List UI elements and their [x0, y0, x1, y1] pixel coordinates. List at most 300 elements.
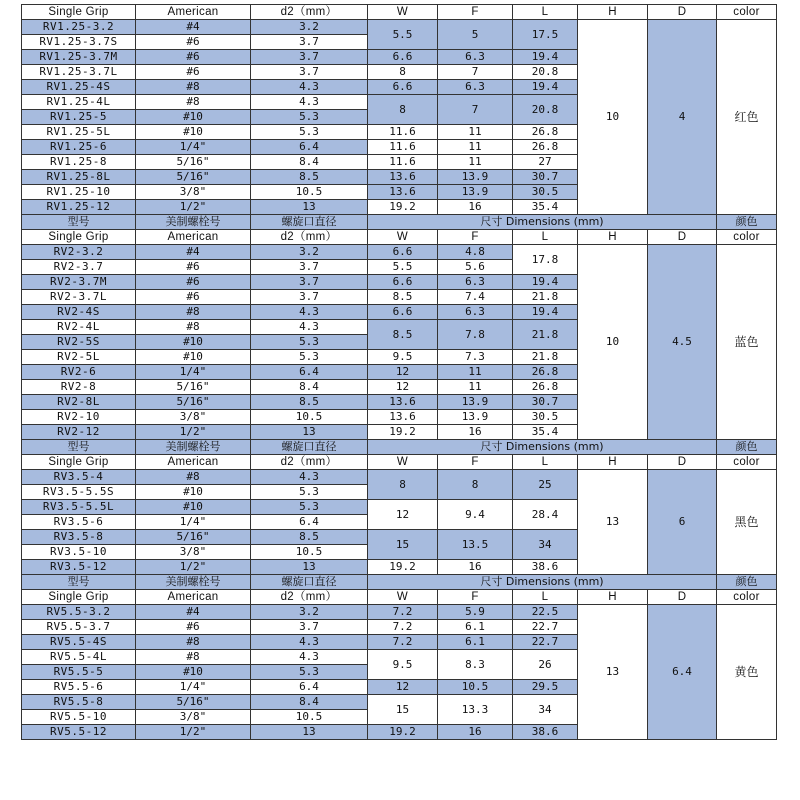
- header-color: color: [717, 230, 777, 245]
- d2-cell: 4.3: [251, 635, 368, 650]
- h-cell: 10: [578, 20, 648, 215]
- header-american-zh: 美制螺栓号: [136, 575, 251, 590]
- l-cell: 20.8: [513, 65, 578, 80]
- header-h: H: [578, 455, 648, 470]
- model-cell: RV1.25-4L: [22, 95, 136, 110]
- american-cell: 1/4": [136, 680, 251, 695]
- header-d: D: [648, 230, 717, 245]
- american-cell: #4: [136, 605, 251, 620]
- d2-cell: 13: [251, 200, 368, 215]
- w-cell: 6.6: [368, 245, 438, 260]
- model-cell: RV2-4L: [22, 320, 136, 335]
- d2-cell: 4.3: [251, 305, 368, 320]
- w-cell: 13.6: [368, 185, 438, 200]
- model-cell: RV3.5-10: [22, 545, 136, 560]
- w-cell: 8: [368, 95, 438, 125]
- american-cell: 1/2": [136, 200, 251, 215]
- american-cell: #4: [136, 20, 251, 35]
- d2-cell: 4.3: [251, 95, 368, 110]
- american-cell: #4: [136, 245, 251, 260]
- d2-cell: 5.3: [251, 485, 368, 500]
- l-cell: 29.5: [513, 680, 578, 695]
- american-cell: #8: [136, 635, 251, 650]
- f-cell: 5: [438, 20, 513, 50]
- d2-cell: 8.5: [251, 530, 368, 545]
- d2-cell: 13: [251, 725, 368, 740]
- model-cell: RV2-3.2: [22, 245, 136, 260]
- w-cell: 19.2: [368, 560, 438, 575]
- l-cell: 19.4: [513, 275, 578, 290]
- d2-cell: 3.7: [251, 275, 368, 290]
- d2-cell: 8.4: [251, 695, 368, 710]
- header-american-zh: 美制螺栓号: [136, 440, 251, 455]
- f-cell: 7: [438, 95, 513, 125]
- f-cell: 7: [438, 65, 513, 80]
- model-cell: RV3.5-4: [22, 470, 136, 485]
- w-cell: 11.6: [368, 155, 438, 170]
- header-h: H: [578, 5, 648, 20]
- f-cell: 8: [438, 470, 513, 500]
- d2-cell: 3.7: [251, 620, 368, 635]
- w-cell: 8.5: [368, 320, 438, 350]
- header-color: color: [717, 5, 777, 20]
- h-cell: 10: [578, 245, 648, 440]
- header-d2-zh: 螺旋口直径: [251, 215, 368, 230]
- f-cell: 5.6: [438, 260, 513, 275]
- header-d2: d2（mm）: [251, 230, 368, 245]
- header-row: [22, 590, 777, 605]
- model-cell: RV1.25-10: [22, 185, 136, 200]
- l-cell: 27: [513, 155, 578, 170]
- d2-cell: 3.7: [251, 65, 368, 80]
- f-cell: 5.9: [438, 605, 513, 620]
- american-cell: #6: [136, 275, 251, 290]
- header-d2: d2（mm）: [251, 590, 368, 605]
- w-cell: 19.2: [368, 200, 438, 215]
- header-w: W: [368, 230, 438, 245]
- terminal-spec-table: [21, 4, 777, 740]
- f-cell: 6.3: [438, 80, 513, 95]
- header-american: American: [136, 590, 251, 605]
- model-cell: RV3.5-5.5S: [22, 485, 136, 500]
- american-cell: #6: [136, 65, 251, 80]
- model-cell: RV2-6: [22, 365, 136, 380]
- l-cell: 20.8: [513, 95, 578, 125]
- w-cell: 13.6: [368, 395, 438, 410]
- model-cell: RV5.5-3.2: [22, 605, 136, 620]
- w-cell: 19.2: [368, 725, 438, 740]
- header-dimensions-zh: 尺寸 Dimensions (mm): [368, 215, 717, 230]
- american-cell: 5/16": [136, 380, 251, 395]
- f-cell: 9.4: [438, 500, 513, 530]
- l-cell: 19.4: [513, 305, 578, 320]
- d2-cell: 5.3: [251, 665, 368, 680]
- color-cell: 黑色: [717, 470, 777, 575]
- l-cell: 30.7: [513, 395, 578, 410]
- l-cell: 22.7: [513, 620, 578, 635]
- header-dimensions-zh: 尺寸 Dimensions (mm): [368, 440, 717, 455]
- header-model-zh: 型号: [22, 215, 136, 230]
- l-cell: 26.8: [513, 140, 578, 155]
- d2-cell: 6.4: [251, 365, 368, 380]
- w-cell: 11.6: [368, 125, 438, 140]
- f-cell: 13.9: [438, 410, 513, 425]
- header-single-grip: Single Grip: [22, 590, 136, 605]
- l-cell: 21.8: [513, 290, 578, 305]
- model-cell: RV1.25-5L: [22, 125, 136, 140]
- american-cell: 3/8": [136, 545, 251, 560]
- d2-cell: 5.3: [251, 335, 368, 350]
- l-cell: 35.4: [513, 200, 578, 215]
- american-cell: 1/2": [136, 425, 251, 440]
- w-cell: 7.2: [368, 605, 438, 620]
- color-cell: 红色: [717, 20, 777, 215]
- american-cell: 5/16": [136, 395, 251, 410]
- model-cell: RV5.5-8: [22, 695, 136, 710]
- f-cell: 11: [438, 380, 513, 395]
- table-row: [22, 470, 777, 485]
- f-cell: 11: [438, 155, 513, 170]
- american-cell: #10: [136, 665, 251, 680]
- header-row: [22, 230, 777, 245]
- w-cell: 12: [368, 380, 438, 395]
- header-w: W: [368, 590, 438, 605]
- d2-cell: 4.3: [251, 470, 368, 485]
- header-d: D: [648, 5, 717, 20]
- d2-cell: 5.3: [251, 110, 368, 125]
- f-cell: 13.9: [438, 185, 513, 200]
- model-cell: RV2-8: [22, 380, 136, 395]
- w-cell: 13.6: [368, 410, 438, 425]
- f-cell: 13.9: [438, 170, 513, 185]
- american-cell: #10: [136, 335, 251, 350]
- american-cell: #6: [136, 35, 251, 50]
- f-cell: 16: [438, 425, 513, 440]
- model-cell: RV1.25-8L: [22, 170, 136, 185]
- f-cell: 11: [438, 365, 513, 380]
- w-cell: 12: [368, 365, 438, 380]
- model-cell: RV5.5-4S: [22, 635, 136, 650]
- f-cell: 8.3: [438, 650, 513, 680]
- f-cell: 6.3: [438, 275, 513, 290]
- model-cell: RV5.5-12: [22, 725, 136, 740]
- f-cell: 10.5: [438, 680, 513, 695]
- d-cell: 4: [648, 20, 717, 215]
- header-row-zh: [22, 215, 777, 230]
- w-cell: 6.6: [368, 50, 438, 65]
- american-cell: #8: [136, 650, 251, 665]
- l-cell: 17.8: [513, 245, 578, 275]
- l-cell: 19.4: [513, 80, 578, 95]
- model-cell: RV2-8L: [22, 395, 136, 410]
- american-cell: #10: [136, 110, 251, 125]
- model-cell: RV2-4S: [22, 305, 136, 320]
- header-row: [22, 5, 777, 20]
- header-american: American: [136, 5, 251, 20]
- d2-cell: 8.5: [251, 170, 368, 185]
- f-cell: 6.1: [438, 635, 513, 650]
- w-cell: 7.2: [368, 635, 438, 650]
- d2-cell: 8.5: [251, 395, 368, 410]
- american-cell: 1/4": [136, 140, 251, 155]
- f-cell: 6.3: [438, 305, 513, 320]
- f-cell: 16: [438, 725, 513, 740]
- model-cell: RV1.25-5: [22, 110, 136, 125]
- w-cell: 5.5: [368, 20, 438, 50]
- model-cell: RV2-12: [22, 425, 136, 440]
- f-cell: 16: [438, 200, 513, 215]
- model-cell: RV1.25-8: [22, 155, 136, 170]
- header-l: L: [513, 230, 578, 245]
- color-cell: 蓝色: [717, 245, 777, 440]
- f-cell: 7.3: [438, 350, 513, 365]
- f-cell: 13.3: [438, 695, 513, 725]
- d2-cell: 4.3: [251, 650, 368, 665]
- l-cell: 26.8: [513, 365, 578, 380]
- american-cell: #6: [136, 260, 251, 275]
- l-cell: 22.5: [513, 605, 578, 620]
- d2-cell: 6.4: [251, 515, 368, 530]
- model-cell: RV2-10: [22, 410, 136, 425]
- header-d: D: [648, 590, 717, 605]
- w-cell: 8.5: [368, 290, 438, 305]
- h-cell: 13: [578, 605, 648, 740]
- header-h: H: [578, 230, 648, 245]
- f-cell: 16: [438, 560, 513, 575]
- model-cell: RV1.25-3.7S: [22, 35, 136, 50]
- f-cell: 11: [438, 125, 513, 140]
- header-row: [22, 455, 777, 470]
- header-l: L: [513, 590, 578, 605]
- l-cell: 30.5: [513, 185, 578, 200]
- model-cell: RV2-3.7L: [22, 290, 136, 305]
- american-cell: 5/16": [136, 530, 251, 545]
- model-cell: RV2-3.7M: [22, 275, 136, 290]
- w-cell: 13.6: [368, 170, 438, 185]
- w-cell: 19.2: [368, 425, 438, 440]
- american-cell: 5/16": [136, 155, 251, 170]
- american-cell: 1/2": [136, 560, 251, 575]
- american-cell: 1/4": [136, 515, 251, 530]
- d2-cell: 3.7: [251, 35, 368, 50]
- d2-cell: 5.3: [251, 125, 368, 140]
- f-cell: 4.8: [438, 245, 513, 260]
- l-cell: 22.7: [513, 635, 578, 650]
- d2-cell: 13: [251, 425, 368, 440]
- model-cell: RV2-5L: [22, 350, 136, 365]
- american-cell: #6: [136, 290, 251, 305]
- d2-cell: 3.7: [251, 260, 368, 275]
- w-cell: 8: [368, 65, 438, 80]
- l-cell: 30.7: [513, 170, 578, 185]
- header-row-zh: [22, 575, 777, 590]
- american-cell: 3/8": [136, 410, 251, 425]
- l-cell: 38.6: [513, 725, 578, 740]
- model-cell: RV5.5-3.7: [22, 620, 136, 635]
- f-cell: 13.5: [438, 530, 513, 560]
- header-d2-zh: 螺旋口直径: [251, 440, 368, 455]
- w-cell: 6.6: [368, 275, 438, 290]
- d2-cell: 4.3: [251, 80, 368, 95]
- header-l: L: [513, 455, 578, 470]
- american-cell: 1/4": [136, 365, 251, 380]
- model-cell: RV3.5-8: [22, 530, 136, 545]
- w-cell: 9.5: [368, 650, 438, 680]
- header-l: L: [513, 5, 578, 20]
- l-cell: 35.4: [513, 425, 578, 440]
- model-cell: RV5.5-10: [22, 710, 136, 725]
- header-d: D: [648, 455, 717, 470]
- header-f: F: [438, 230, 513, 245]
- header-w: W: [368, 5, 438, 20]
- spec-sheet: [21, 4, 776, 740]
- l-cell: 28.4: [513, 500, 578, 530]
- table-row: [22, 245, 777, 260]
- d2-cell: 5.3: [251, 350, 368, 365]
- l-cell: 26.8: [513, 125, 578, 140]
- header-f: F: [438, 5, 513, 20]
- american-cell: 1/2": [136, 725, 251, 740]
- model-cell: RV1.25-4S: [22, 80, 136, 95]
- american-cell: #6: [136, 50, 251, 65]
- w-cell: 15: [368, 530, 438, 560]
- w-cell: 12: [368, 500, 438, 530]
- d2-cell: 8.4: [251, 155, 368, 170]
- header-dimensions-zh: 尺寸 Dimensions (mm): [368, 575, 717, 590]
- d2-cell: 10.5: [251, 185, 368, 200]
- model-cell: RV1.25-3.7M: [22, 50, 136, 65]
- header-w: W: [368, 455, 438, 470]
- american-cell: #10: [136, 350, 251, 365]
- d2-cell: 5.3: [251, 500, 368, 515]
- d2-cell: 4.3: [251, 320, 368, 335]
- header-f: F: [438, 590, 513, 605]
- model-cell: RV3.5-12: [22, 560, 136, 575]
- l-cell: 19.4: [513, 50, 578, 65]
- d-cell: 4.5: [648, 245, 717, 440]
- header-color-zh: 颜色: [717, 215, 777, 230]
- d2-cell: 10.5: [251, 410, 368, 425]
- f-cell: 6.1: [438, 620, 513, 635]
- header-d2: d2（mm）: [251, 455, 368, 470]
- d2-cell: 6.4: [251, 680, 368, 695]
- w-cell: 7.2: [368, 620, 438, 635]
- header-model-zh: 型号: [22, 440, 136, 455]
- d2-cell: 3.7: [251, 50, 368, 65]
- american-cell: #10: [136, 485, 251, 500]
- model-cell: RV5.5-5: [22, 665, 136, 680]
- header-single-grip: Single Grip: [22, 5, 136, 20]
- american-cell: #8: [136, 80, 251, 95]
- d2-cell: 3.2: [251, 20, 368, 35]
- header-color: color: [717, 455, 777, 470]
- header-f: F: [438, 455, 513, 470]
- header-model-zh: 型号: [22, 575, 136, 590]
- american-cell: #10: [136, 125, 251, 140]
- l-cell: 21.8: [513, 320, 578, 350]
- f-cell: 11: [438, 140, 513, 155]
- l-cell: 25: [513, 470, 578, 500]
- w-cell: 6.6: [368, 80, 438, 95]
- w-cell: 12: [368, 680, 438, 695]
- table-row: [22, 605, 777, 620]
- american-cell: #10: [136, 500, 251, 515]
- model-cell: RV2-5S: [22, 335, 136, 350]
- l-cell: 26.8: [513, 380, 578, 395]
- d2-cell: 6.4: [251, 140, 368, 155]
- header-row-zh: [22, 440, 777, 455]
- d2-cell: 10.5: [251, 710, 368, 725]
- d2-cell: 3.2: [251, 245, 368, 260]
- american-cell: 5/16": [136, 695, 251, 710]
- american-cell: 3/8": [136, 185, 251, 200]
- w-cell: 6.6: [368, 305, 438, 320]
- l-cell: 30.5: [513, 410, 578, 425]
- header-color-zh: 颜色: [717, 440, 777, 455]
- l-cell: 21.8: [513, 350, 578, 365]
- american-cell: #8: [136, 305, 251, 320]
- l-cell: 34: [513, 695, 578, 725]
- american-cell: #6: [136, 620, 251, 635]
- model-cell: RV1.25-12: [22, 200, 136, 215]
- american-cell: #8: [136, 95, 251, 110]
- header-single-grip: Single Grip: [22, 230, 136, 245]
- f-cell: 7.8: [438, 320, 513, 350]
- header-color-zh: 颜色: [717, 575, 777, 590]
- header-d2: d2（mm）: [251, 5, 368, 20]
- color-cell: 黄色: [717, 605, 777, 740]
- d2-cell: 13: [251, 560, 368, 575]
- header-american-zh: 美制螺栓号: [136, 215, 251, 230]
- model-cell: RV5.5-4L: [22, 650, 136, 665]
- w-cell: 11.6: [368, 140, 438, 155]
- d2-cell: 3.7: [251, 290, 368, 305]
- w-cell: 5.5: [368, 260, 438, 275]
- header-american: American: [136, 455, 251, 470]
- model-cell: RV3.5-5.5L: [22, 500, 136, 515]
- l-cell: 26: [513, 650, 578, 680]
- header-color: color: [717, 590, 777, 605]
- model-cell: RV2-3.7: [22, 260, 136, 275]
- model-cell: RV1.25-3.7L: [22, 65, 136, 80]
- table-row: [22, 20, 777, 35]
- f-cell: 7.4: [438, 290, 513, 305]
- h-cell: 13: [578, 470, 648, 575]
- f-cell: 13.9: [438, 395, 513, 410]
- header-american: American: [136, 230, 251, 245]
- american-cell: 3/8": [136, 710, 251, 725]
- model-cell: RV5.5-6: [22, 680, 136, 695]
- w-cell: 8: [368, 470, 438, 500]
- d-cell: 6.4: [648, 605, 717, 740]
- header-d2-zh: 螺旋口直径: [251, 575, 368, 590]
- f-cell: 6.3: [438, 50, 513, 65]
- model-cell: RV1.25-3.2: [22, 20, 136, 35]
- l-cell: 34: [513, 530, 578, 560]
- d2-cell: 8.4: [251, 380, 368, 395]
- l-cell: 17.5: [513, 20, 578, 50]
- d2-cell: 3.2: [251, 605, 368, 620]
- header-single-grip: Single Grip: [22, 455, 136, 470]
- model-cell: RV1.25-6: [22, 140, 136, 155]
- w-cell: 9.5: [368, 350, 438, 365]
- american-cell: 5/16": [136, 170, 251, 185]
- d2-cell: 10.5: [251, 545, 368, 560]
- w-cell: 15: [368, 695, 438, 725]
- model-cell: RV3.5-6: [22, 515, 136, 530]
- d-cell: 6: [648, 470, 717, 575]
- l-cell: 38.6: [513, 560, 578, 575]
